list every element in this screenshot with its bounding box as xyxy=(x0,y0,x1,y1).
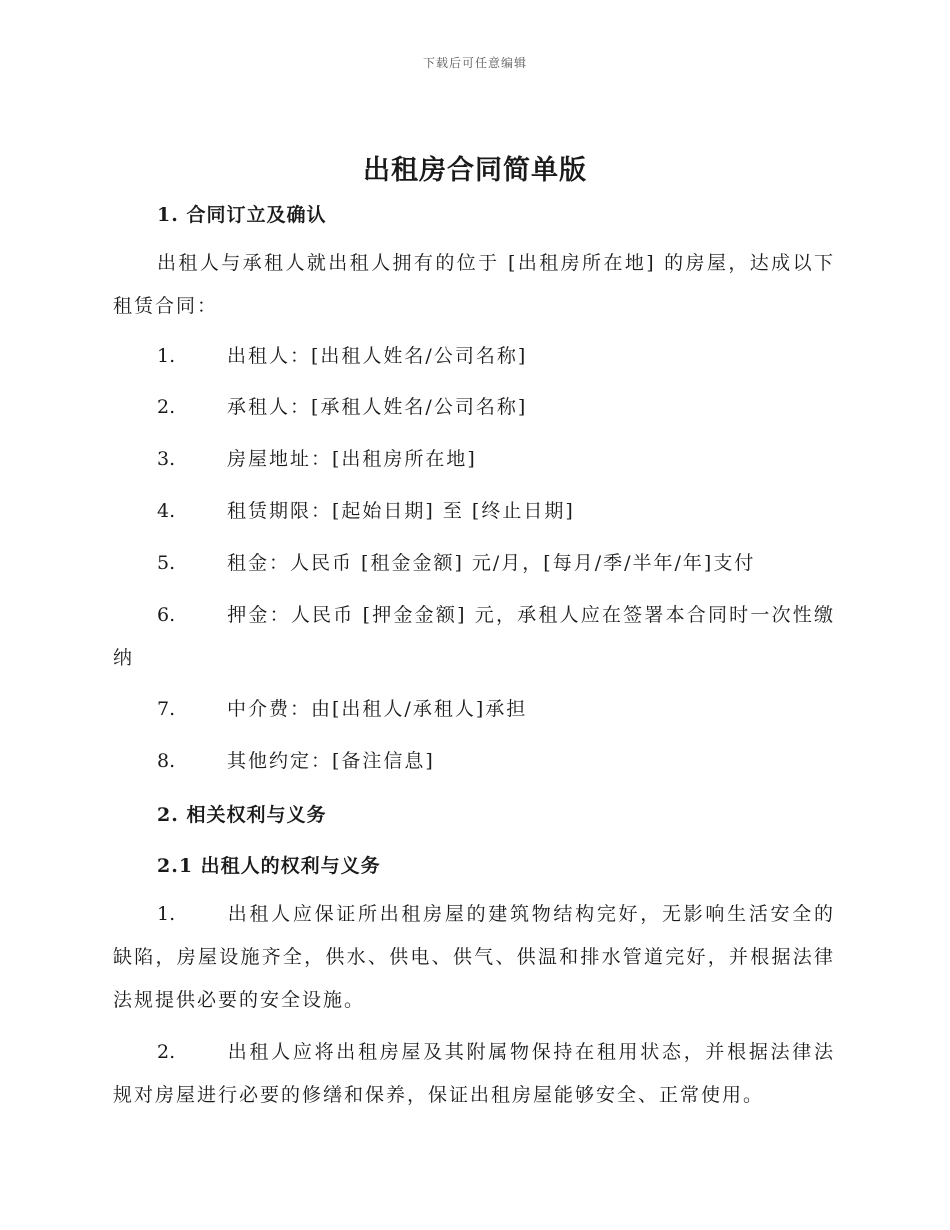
item-text: 出租人应保证所出租房屋的建筑物结构完好，无影响生活安全的缺陷，房屋设施齐全，供水、供电、供气、供温和排水管道完好，并根据法律法规提供必要的安全设施。 xyxy=(113,903,835,1011)
item-number: 7. xyxy=(157,698,176,720)
item-text: 租赁期限：[起始日期] 至 [终止日期] xyxy=(227,500,575,522)
item-number: 4. xyxy=(157,500,176,522)
contract-item-7 xyxy=(113,688,835,731)
section-1-intro: 出租人与承租人就出租人拥有的位于 [出租房所在地] 的房屋，达成以下租赁合同： xyxy=(113,252,835,317)
obligation-item-2 xyxy=(113,1031,835,1117)
item-text: 承租人：[承租人姓名/公司名称] xyxy=(227,396,528,418)
item-text: 房屋地址：[出租房所在地] xyxy=(227,448,477,470)
item-number: 6. xyxy=(157,604,176,626)
item-text: 出租人：[出租人姓名/公司名称] xyxy=(227,345,528,367)
contract-item-5 xyxy=(113,542,835,585)
item-text: 出租人应将出租房屋及其附属物保持在租用状态，并根据法律法规对房屋进行必要的修缮和保养，保证出租房屋能够安全、正常使用。 xyxy=(113,1041,835,1106)
item-text: 押金：人民币 [押金金额] 元，承租人应在签署本合同时一次性缴纳 xyxy=(113,604,835,669)
contract-item-4 xyxy=(113,490,835,533)
contract-item-3 xyxy=(113,438,835,481)
page-header: 下载后可任意编辑 xyxy=(422,56,527,70)
item-text: 中介费：由[出租人/承租人]承担 xyxy=(227,698,528,720)
item-number: 3. xyxy=(157,448,176,470)
item-number: 2. xyxy=(157,396,176,418)
item-number: 5. xyxy=(157,552,176,574)
section-2-1-heading: 2.1 出租人的权利与义务 xyxy=(157,855,381,877)
item-number: 2. xyxy=(157,1041,176,1063)
item-number: 8. xyxy=(157,750,176,772)
contract-item-1 xyxy=(113,335,835,378)
contract-item-2 xyxy=(113,386,835,429)
section-1-heading: 1. 合同订立及确认 xyxy=(157,204,327,226)
item-text: 租金：人民币 [租金金额] 元/月，[每月/季/半年/年]支付 xyxy=(227,552,756,574)
contract-item-8 xyxy=(113,740,835,783)
item-text: 其他约定：[备注信息] xyxy=(227,750,435,772)
document-title: 出租房合同简单版 xyxy=(363,155,587,186)
item-number: 1. xyxy=(157,903,176,925)
section-2-heading: 2. 相关权利与义务 xyxy=(157,804,327,826)
item-number: 1. xyxy=(157,345,176,367)
contract-item-6 xyxy=(113,594,835,680)
obligation-item-1 xyxy=(113,893,835,1022)
